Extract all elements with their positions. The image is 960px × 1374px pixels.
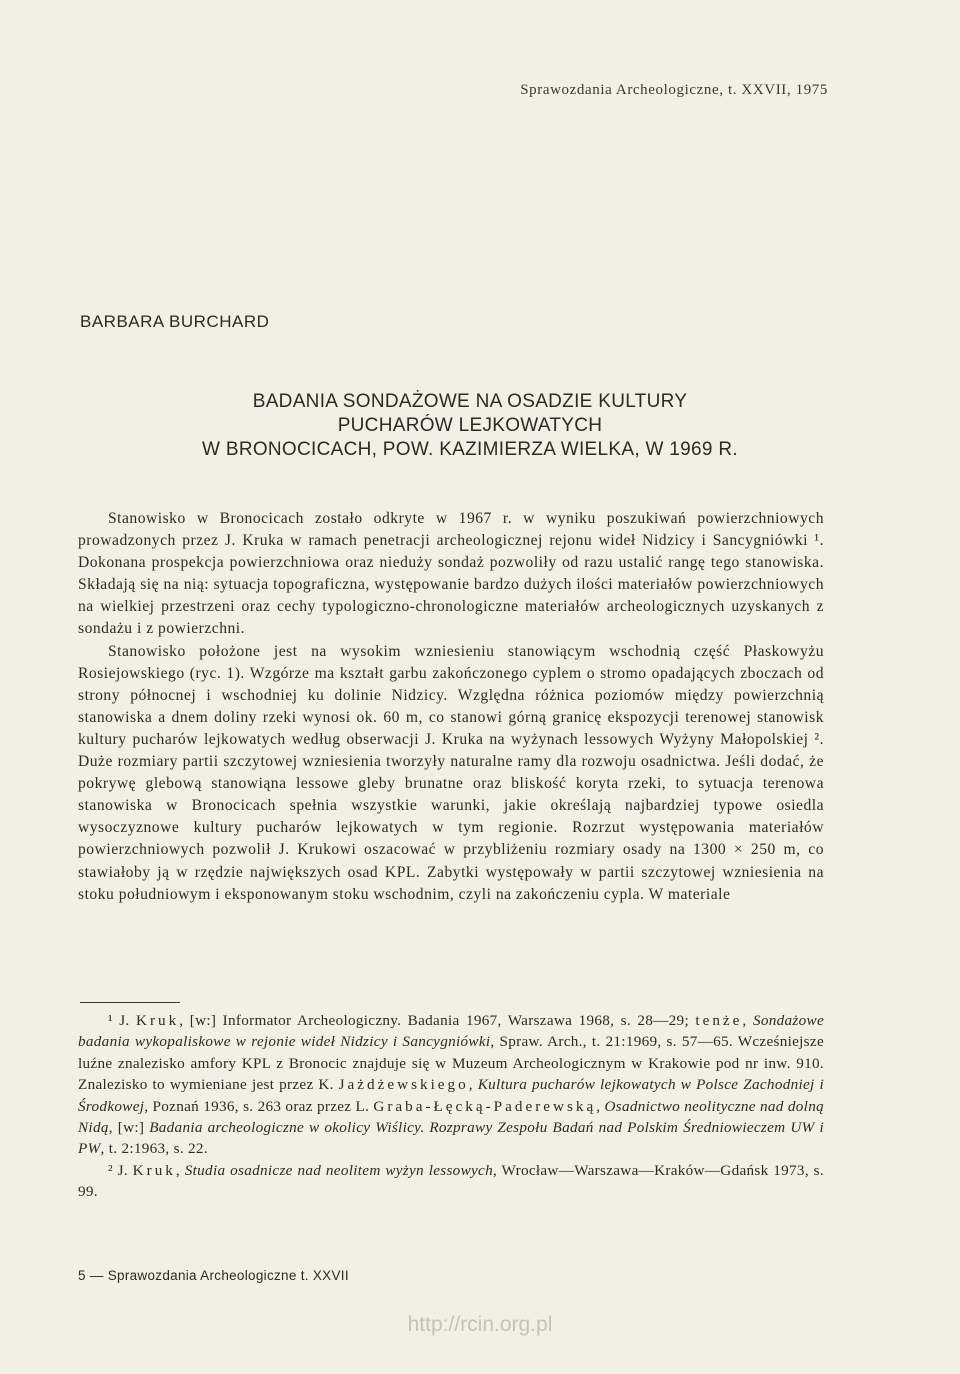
cited-title: Osadnictwo neolityczne nad dolną Nidą — [78, 1097, 824, 1137]
footnote-text: , Poznań 1936, s. 263 oraz przez L. — [144, 1097, 374, 1115]
cited-author: Graba-Łęcką-Paderewską — [373, 1097, 597, 1115]
footnote-rule — [80, 1002, 180, 1003]
article-body — [78, 508, 824, 906]
footnote-text: J. — [112, 1012, 136, 1029]
cited-author: Kruk — [135, 1012, 180, 1029]
running-head: Sprawozdania Archeologiczne, t. XXVII, 1975 — [520, 82, 828, 98]
title-line-2: PUCHARÓW LEJKOWATYCH — [337, 415, 603, 436]
cited-author: tenże — [695, 1012, 743, 1029]
footnote-text: , — [596, 1097, 605, 1115]
footnote-text: , t. 2:1963, s. 22. — [100, 1140, 208, 1158]
article-title — [80, 390, 860, 462]
author-name: BARBARA BURCHARD — [80, 312, 270, 331]
title-line-3: W BRONOCICACH, POW. KAZIMIERZA WIELKA, W 1969 R. — [202, 439, 738, 460]
source-watermark: http://rcin.org.pl — [407, 1313, 553, 1336]
body-paragraph-1: Stanowisko w Bronocicach zostało odkryte w 1967 r. w wyniku poszukiwań powierzchniowych prowadzonych przez J. Kruka w ramach penetracji archeologicznej rejonu wideł Nidzicy i Sancygniówki ¹. Dokonana prospekcja powierzchniowa oraz nieduży sondaż pozwoliły od razu ustalić rangę tego stanowiska. Składają się na nią: sytuacja topograficzna, występowanie bardzo dużych ilości materiałów powierzchniowych na wielkiej przestrzeni oraz cechy typologiczno-chronologiczne materiałów archeologicznych uzyskanych z sondażu i z powierzchni. — [78, 510, 824, 638]
footnote-text: , — [468, 1076, 478, 1094]
footnotes — [78, 1010, 824, 1203]
footnote-text: , — [175, 1161, 185, 1179]
footnote-text: J. — [112, 1161, 133, 1179]
cited-title: Badania archeologiczne w okolicy Wiślicy. Rozprawy Zespołu Badań nad Polskim Średniowieczem UW i PW — [78, 1119, 824, 1158]
cited-title: Sondażowe badania wykopaliskowe w rejonie wideł Nidzicy i Sancygniówki — [78, 1012, 824, 1051]
title-line-1: BADANIA SONDAŻOWE NA OSADZIE KULTURY — [252, 391, 688, 412]
footnote-text: , Spraw. Arch., t. 21:1969, s. 57—65. Wcześniejsze luźne znalezisko amfory KPL z Bronocic znajduje się w Muzeum Archeologicznym w Krakowie pod nr inw. 910. Znalezisko to wymieniane jest przez K. — [78, 1033, 824, 1094]
cited-author: Jażdżewskiego — [338, 1076, 469, 1094]
footnote-1 — [78, 1010, 824, 1160]
footnote-text: , [w:] — [108, 1119, 150, 1137]
cited-title: Studia osadnicze nad neolitem wyżyn lessowych — [184, 1161, 493, 1179]
footnote-text: , [w:] Informator Archeologiczny. Badania 1967, Warszawa 1968, s. 28—29; — [179, 1012, 696, 1029]
footnote-1-number: ¹ — [108, 1012, 113, 1029]
footnote-2 — [78, 1160, 824, 1203]
body-paragraph-2: Stanowisko położone jest na wysokim wzniesieniu stanowiącym wschodnią część Płaskowyżu Rosiejowskiego (ryc. 1). Wzgórze ma kształt garbu zakończonego cyplem o stromo opadających zboczach od strony północnej i wschodniej ku dolinie Nidzicy. Względna różnica poziomów między powierzchnią stanowiska a dnem doliny rzeki wynosi ok. 60 m, co stanowi górną granicę ekspozycji terenowej stanowisk kultury pucharów lejkowatych według obserwacji J. Kruka na wyżynach lessowych Wyżyny Małopolskiej ². Duże rozmiary partii szczytowej wzniesienia tworzyły naturalne ramy dla rozwoju osadnictwa. Jeśli dodać, że pokrywę glebową stanowiąna lessowe gleby brunatne oraz bliskość koryta rzeki, to sytuacja terenowa stanowiska w Bronocicach spełnia wszystkie warunki, jakie określają najbardziej typowe osiedla wysoczyznowe kultury pucharów lejkowatych w tym regionie. Rozrzut występowania materiałów powierzchniowych pozwolił J. Krukowi oszacować w przybliżeniu rozmiary osady na 1300 × 250 m, co stawiałoby ją w rzędzie największych osad KPL. Zabytki występowały w partii szczytowej wzniesienia na stoku południowym i eksponowanym stoku wschodnim, czyli na zakończeniu cypla. W materiale — [78, 642, 824, 903]
sheet-signature: 5 — Sprawozdania Archeologiczne t. XXVII — [78, 1268, 349, 1283]
cited-title: Kultura pucharów lejkowatych w Polsce Zachodniej i Środkowej — [78, 1076, 824, 1115]
footnote-text: , Wrocław—Warszawa—Kraków—Gdańsk 1973, s. 99. — [78, 1161, 824, 1201]
footnote-2-number: ² — [108, 1161, 113, 1179]
footnote-text: , — [742, 1012, 753, 1029]
cited-author: Kruk — [132, 1161, 176, 1179]
